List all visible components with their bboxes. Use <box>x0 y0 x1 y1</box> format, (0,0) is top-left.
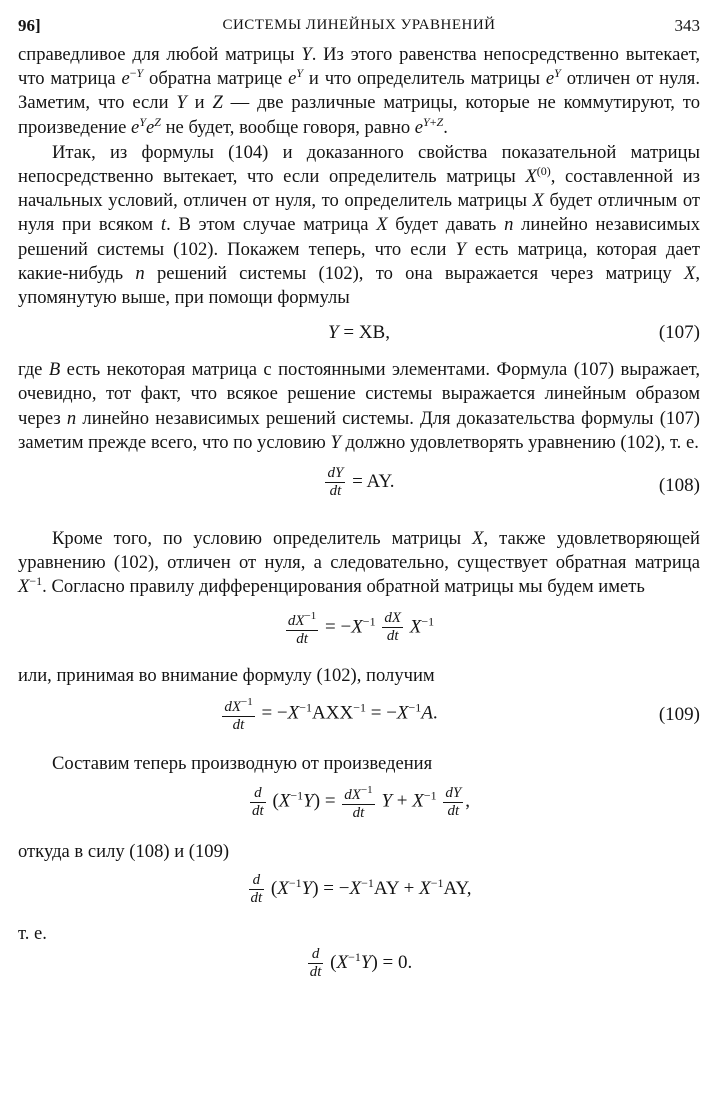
equation-product-derivative <box>18 780 700 836</box>
paragraph: Составим теперь производную от произведения <box>52 752 433 774</box>
running-title: СИСТЕМЫ ЛИНЕЙНЫХ УРАВНЕНИЙ <box>222 17 496 33</box>
paragraph: справедливое для любой матрицы Y. Из этого равенства непосредственно вытекает, что матрица $e^{-Y}$ обратна матрице $e^Y$ и что определитель матрицы $e^Y$ отличен от нуля. Заметим, что если Y и Z — две различные матрицы, которые не коммутируют, то произведение $e^Ye^Z$ не будет, вообще говоря, равно $e^{Y+Z}$. <box>18 44 700 138</box>
equation-body: $\frac{dY}{dt}$ = AY. <box>327 465 395 500</box>
equation-body: $\frac{d}{dt}$ $(X^{-1}Y) = 0$. <box>309 946 413 981</box>
equation-body: $\frac{d}{dt}$ $(X^{-1}Y) = -X^{-1}AY + X^{-1}AY$, <box>250 872 472 907</box>
equation-108 <box>18 463 700 521</box>
equation-107 <box>18 316 700 358</box>
paragraph: откуда в силу (108) и (109) <box>18 841 230 863</box>
page-header <box>18 12 700 38</box>
equation-body: $\frac{dX^{-1}}{dt}$ = $-X^{-1}AXX^{-1} = -X^{-1}A$. <box>224 695 438 733</box>
paragraph: где B есть некоторая матрица с постоянными элементами. Формула (107) выражает, очевидно, тот факт, что всякое решение системы выражается линейным образом через n линейно независимых решений системы. Для доказательства формулы (107) заметим прежде всего, что по условию Y должно удовлетворять уравнению (102), т. е. <box>18 359 701 453</box>
section-number: 96] <box>18 16 41 35</box>
equation-109 <box>18 692 700 746</box>
equation-body: Y = XB, <box>328 322 390 344</box>
equation-inverse-derivative <box>18 606 700 660</box>
equation-zero <box>18 946 700 998</box>
book-page <box>18 12 700 998</box>
equation-number: (108) <box>658 475 700 497</box>
paragraph: т. е. <box>18 923 47 945</box>
paragraph: Кроме того, по условию определитель матрицы X, также удовлетворяющей уравнению (102), отличен от нуля, а следовательно, существует обратная матрица $X^{-1}$. Согласно правилу дифференцирования обратной матрицы мы будем иметь <box>18 528 700 598</box>
equation-number: (109) <box>658 703 700 725</box>
equation-body: $\frac{dX^{-1}}{dt}$ = $-X^{-1}$ $\frac{dX}{dt}$ $X^{-1}$ <box>287 609 435 647</box>
paragraph: Итак, из формулы (104) и доказанного свойства показательной матрицы непосредственно вытекает, что если определитель матрицы $X^{(0)}$, составленной из начальных условий, отличен от нуля, то определитель матрицы X будет отличным от нуля при всяком t. В этом случае матрица X будет давать n линейно независимых решений системы (102). Покажем теперь, что если Y есть матрица, которая дает какие-нибудь n решений системы (102), то она выражается через матрицу X, упомянутую выше, при помощи формулы <box>18 141 701 309</box>
equation-substituted <box>18 870 700 922</box>
paragraph: или, принимая во внимание формулу (102), получим <box>18 664 435 686</box>
equation-body: $\frac{d}{dt}$ $(X^{-1}Y)$ = $\frac{dX^{-1}}{dt}$ $Y + X^{-1}$ $\frac{dY}{dt}$ , <box>252 784 470 822</box>
equation-number: (107) <box>658 322 700 344</box>
page-number: 343 <box>674 16 700 35</box>
